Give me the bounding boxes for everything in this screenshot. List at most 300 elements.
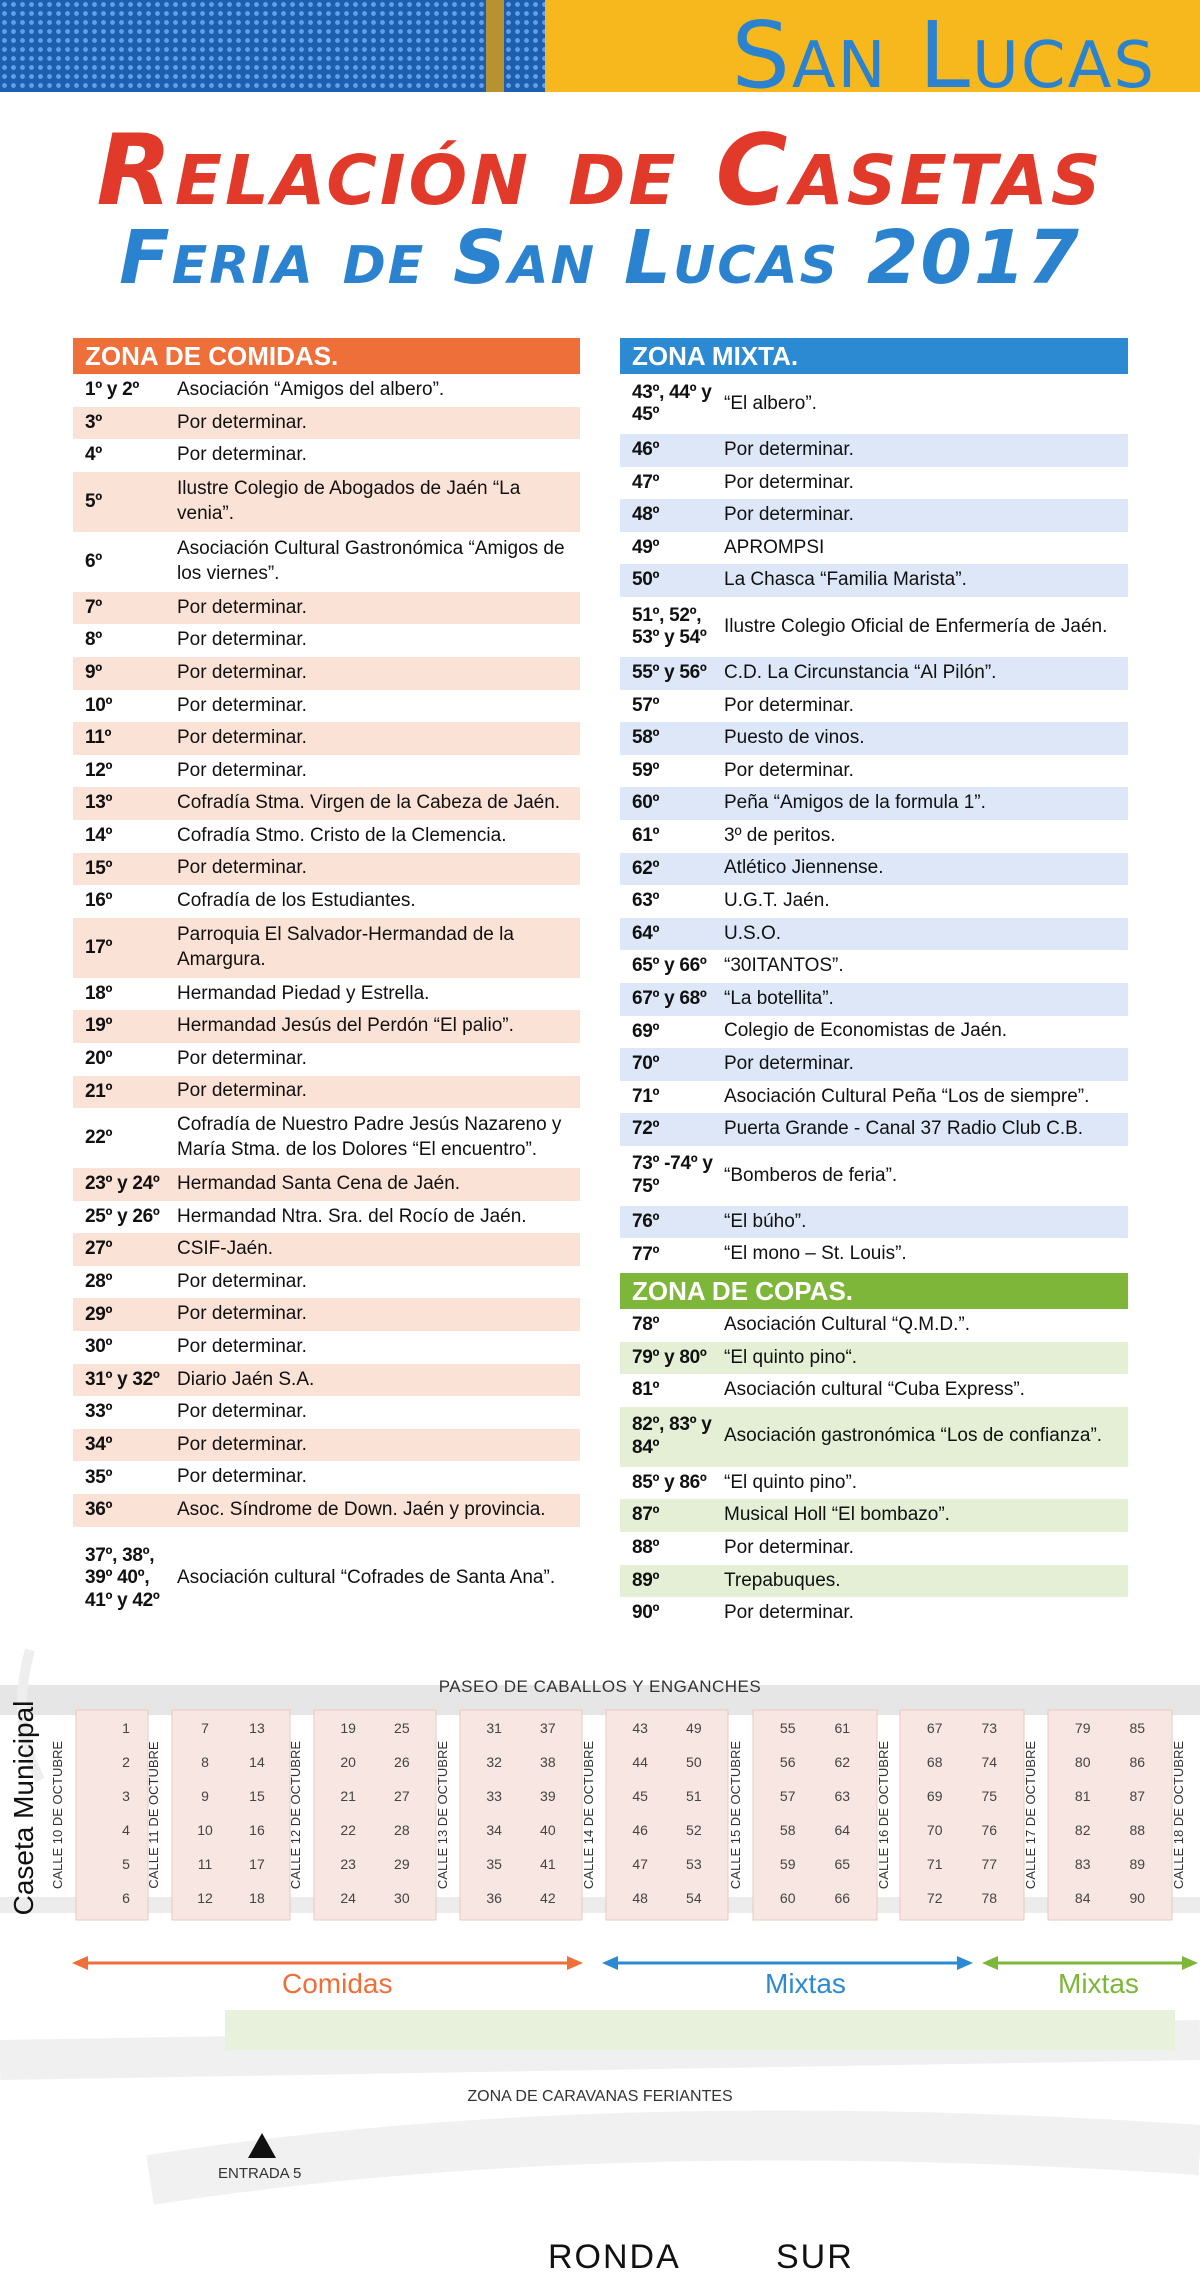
zona-copas — [620, 1273, 1128, 1630]
caseta-number: 48º — [632, 504, 660, 526]
caseta-number: 22º — [85, 1126, 113, 1148]
caseta-number: 90º — [632, 1602, 660, 1624]
caseta-description: “El mono – St. Louis”. — [724, 1243, 907, 1265]
caseta-description: “El quinto pino”. — [724, 1471, 858, 1493]
caseta-number-label: 2 — [122, 1754, 130, 1770]
caseta-number-label: 45 — [632, 1788, 648, 1804]
caseta-row — [73, 690, 580, 723]
caseta-description: “Bomberos de feria”. — [724, 1164, 898, 1186]
caseta-number: 15º — [85, 857, 113, 879]
caseta-number-label: 80 — [1074, 1754, 1091, 1770]
caseta-description: La Chasca “Familia Marista”. — [724, 569, 967, 591]
caseta-description: Por determinar. — [724, 1053, 854, 1075]
caseta-row — [620, 1113, 1128, 1146]
caseta-number: 77º — [632, 1243, 660, 1265]
caseta-row — [620, 950, 1128, 983]
caseta-description: Por determinar. — [177, 1433, 307, 1455]
caseta-number: 1º y 2º — [85, 379, 140, 401]
caseta-description: U.G.T. Jaén. — [724, 890, 830, 912]
caseta-row — [620, 1016, 1128, 1049]
caseta-block — [1048, 1710, 1172, 1920]
caseta-number: 81º — [632, 1379, 660, 1401]
caseta-description: Por determinar. — [724, 438, 854, 460]
caseta-description: Por determinar. — [177, 857, 307, 879]
caseta-number: 69º — [632, 1020, 660, 1042]
caseta-description: Por determinar. — [177, 759, 307, 781]
caseta-description: Puesto de vinos. — [724, 727, 865, 749]
caseta-row — [73, 1076, 580, 1109]
caseta-number-label: 43 — [632, 1720, 648, 1736]
caseta-number: 36º — [85, 1499, 113, 1521]
caseta-description: Por determinar. — [177, 596, 307, 618]
caseta-row — [620, 597, 1128, 657]
caseta-number: 89º — [632, 1569, 660, 1591]
caseta-description: Hermandad Piedad y Estrella. — [177, 982, 430, 1004]
caseta-number: 62º — [632, 857, 660, 879]
caseta-description: U.S.O. — [724, 922, 782, 944]
caseta-number-label: 23 — [340, 1856, 356, 1872]
caseta-number-label: 86 — [1129, 1754, 1146, 1770]
caseta-number-label: 55 — [779, 1720, 796, 1736]
caseta-description: Por determinar. — [177, 1401, 307, 1423]
caseta-row — [73, 439, 580, 472]
caseta-description: Ilustre Colegio Oficial de Enfermería de Jaén. — [724, 615, 1108, 637]
caseta-number: 78º — [632, 1314, 660, 1336]
caseta-description: Asoc. Síndrome de Down. Jaén y provincia. — [177, 1498, 546, 1520]
street-label: CALLE 13 DE OCTUBRE — [435, 1740, 450, 1890]
caseta-number-label: 19 — [340, 1720, 356, 1736]
caseta-number-label: 34 — [486, 1822, 502, 1838]
caseta-number: 49º — [632, 536, 660, 558]
caseta-number-label: 30 — [394, 1890, 410, 1906]
caseta-number: 19º — [85, 1015, 113, 1037]
caseta-number-label: 42 — [540, 1890, 556, 1906]
caseta-row — [73, 1494, 580, 1527]
caseta-row — [620, 1048, 1128, 1081]
zona-copas-list — [620, 1309, 1128, 1630]
caseta-number-label: 61 — [834, 1720, 851, 1736]
caseta-number-label: 75 — [981, 1788, 998, 1804]
caseta-description: Atlético Jiennense. — [724, 857, 884, 879]
caseta-number-label: 84 — [1074, 1890, 1091, 1906]
caseta-number: 85º y 86º — [632, 1471, 707, 1493]
caseta-number-label: 4 — [122, 1822, 130, 1838]
banner-title: San Lucas — [731, 2, 1156, 109]
caseta-number-label: 70 — [926, 1822, 943, 1838]
caseta-number: 51º, 52º, 53º y 54º — [632, 604, 707, 648]
caseta-number-label: 49 — [686, 1720, 702, 1736]
zona-mixta-header: ZONA MIXTA. — [620, 338, 1128, 374]
caseta-block — [76, 1710, 148, 1920]
caseta-row — [620, 853, 1128, 886]
caseta-description: Por determinar. — [177, 444, 307, 466]
caseta-number-label: 90 — [1129, 1890, 1146, 1906]
caseta-number: 25º y 26º — [85, 1205, 160, 1227]
street-label: CALLE 12 DE OCTUBRE — [288, 1740, 303, 1890]
caseta-number-label: 1 — [122, 1720, 130, 1736]
caseta-number: 18º — [85, 982, 113, 1004]
caseta-number-label: 10 — [197, 1822, 213, 1838]
caseta-number-label: 3 — [122, 1788, 130, 1804]
caseta-description: Parroquia El Salvador-Hermandad de la Amargura. — [177, 924, 514, 970]
caseta-number-label: 65 — [834, 1856, 851, 1872]
caseta-block — [753, 1710, 877, 1920]
caseta-number-label: 60 — [779, 1890, 796, 1906]
caseta-number: 88º — [632, 1537, 660, 1559]
caseta-row — [620, 1309, 1128, 1342]
caseta-row — [73, 1108, 580, 1168]
caseta-number-label: 41 — [540, 1856, 556, 1872]
caseta-number: 35º — [85, 1466, 113, 1488]
caseta-row — [620, 690, 1128, 723]
banner-dot-pattern — [0, 0, 545, 92]
caseta-number-label: 25 — [394, 1720, 410, 1736]
caseta-number: 50º — [632, 569, 660, 591]
caseta-number-label: 73 — [981, 1720, 998, 1736]
caseta-row — [620, 1146, 1128, 1206]
caseta-number-label: 54 — [686, 1890, 702, 1906]
caseta-row — [73, 374, 580, 407]
caseta-number: 43º, 44º y 45º — [632, 381, 712, 425]
caseta-row — [73, 978, 580, 1011]
caseta-row — [73, 1364, 580, 1397]
caseta-number: 65º y 66º — [632, 955, 707, 977]
caseta-number: 3º — [85, 411, 102, 433]
caseta-row — [73, 407, 580, 440]
caseta-description: Por determinar. — [177, 1466, 307, 1488]
caseta-row — [620, 1532, 1128, 1565]
caseta-row — [620, 532, 1128, 565]
caseta-number-label: 11 — [197, 1856, 213, 1872]
caseta-number-label: 13 — [249, 1720, 265, 1736]
caseta-block — [314, 1710, 436, 1920]
caseta-description: Por determinar. — [724, 694, 854, 716]
caseta-number-label: 79 — [1074, 1720, 1091, 1736]
caseta-description: Asociación cultural “Cofrades de Santa Ana”. — [177, 1567, 556, 1589]
caseta-number-label: 66 — [834, 1890, 851, 1906]
caseta-number-label: 68 — [926, 1754, 943, 1770]
caseta-number-label: 78 — [981, 1890, 998, 1906]
caseta-row — [73, 532, 580, 592]
caseta-row — [620, 722, 1128, 755]
caseta-description: CSIF-Jaén. — [177, 1238, 274, 1260]
caseta-row — [73, 820, 580, 853]
caseta-number-label: 32 — [486, 1754, 502, 1770]
caseta-number-label: 18 — [249, 1890, 265, 1906]
caseta-description: Asociación cultural “Cuba Express”. — [724, 1379, 1025, 1401]
caseta-number: 34º — [85, 1433, 113, 1455]
caseta-description: Ilustre Colegio de Abogados de Jaén “La venia”. — [177, 478, 521, 524]
entrada-label: ENTRADA 5 — [218, 2165, 302, 2182]
caseta-description: Por determinar. — [177, 661, 307, 683]
street-label: CALLE 14 DE OCTUBRE — [581, 1740, 596, 1890]
caseta-description: Por determinar. — [177, 1303, 307, 1325]
caseta-description: Colegio de Economistas de Jaén. — [724, 1020, 1008, 1042]
caseta-number: 61º — [632, 825, 660, 847]
caseta-description: Por determinar. — [724, 471, 854, 493]
caseta-description: “30ITANTOS”. — [724, 955, 844, 977]
caseta-description: Por determinar. — [177, 411, 307, 433]
caseta-description: Cofradía Stma. Virgen de la Cabeza de Jaén. — [177, 792, 561, 814]
caseta-number-label: 46 — [632, 1822, 648, 1838]
caseta-description: Diario Jaén S.A. — [177, 1368, 315, 1390]
caseta-description: Por determinar. — [724, 1536, 854, 1558]
caseta-number: 16º — [85, 890, 113, 912]
caseta-number-label: 44 — [632, 1754, 648, 1770]
caseta-row — [73, 918, 580, 978]
caseta-row — [73, 853, 580, 886]
caseta-blocks — [76, 1710, 1172, 1920]
caseta-number-label: 28 — [394, 1822, 410, 1838]
caseta-description: Asociación “Amigos del albero”. — [177, 378, 445, 400]
caseta-description: Por determinar. — [177, 1047, 307, 1069]
caseta-number-label: 48 — [632, 1890, 648, 1906]
zona-comidas-list — [73, 374, 580, 1631]
caseta-number-label: 36 — [486, 1890, 502, 1906]
caseta-row — [620, 787, 1128, 820]
caseta-number: 79º y 80º — [632, 1346, 707, 1368]
caseta-description: Por determinar. — [177, 694, 307, 716]
caseta-row — [620, 885, 1128, 918]
caseta-number-label: 7 — [201, 1720, 209, 1736]
caseta-number: 5º — [85, 490, 102, 512]
caseta-row — [73, 1233, 580, 1266]
caseta-row — [73, 1429, 580, 1462]
ronda-label: RONDA — [548, 2238, 681, 2276]
caseta-number: 33º — [85, 1401, 113, 1423]
caseta-number: 12º — [85, 759, 113, 781]
caseta-number-label: 35 — [486, 1856, 502, 1872]
caseta-number-label: 33 — [486, 1788, 502, 1804]
caseta-number-label: 87 — [1129, 1788, 1146, 1804]
caseta-number: 73º -74º y 75º — [632, 1153, 713, 1197]
caseta-number: 17º — [85, 936, 113, 958]
caseta-description: Puerta Grande - Canal 37 Radio Club C.B. — [724, 1118, 1084, 1140]
caseta-row — [620, 1238, 1128, 1271]
caseta-description: “El quinto pino“. — [724, 1346, 858, 1368]
caseta-number-label: 26 — [394, 1754, 410, 1770]
caseta-number-label: 15 — [249, 1788, 265, 1804]
caseta-number-label: 57 — [779, 1788, 796, 1804]
caseta-municipal-label: Caseta Municipal — [8, 1700, 39, 1916]
caseta-number: 64º — [632, 922, 660, 944]
caseta-number: 55º y 56º — [632, 662, 707, 684]
caseta-number: 6º — [85, 550, 102, 572]
caseta-number: 4º — [85, 444, 102, 466]
caseta-description: Por determinar. — [177, 1270, 307, 1292]
caseta-number-label: 85 — [1129, 1720, 1146, 1736]
caseta-description: Asociación Cultural Peña “Los de siempre”. — [724, 1085, 1090, 1107]
caseta-number: 29º — [85, 1303, 113, 1325]
caseta-number-label: 69 — [926, 1788, 943, 1804]
caseta-row — [620, 918, 1128, 951]
caseta-description: “El búho”. — [724, 1210, 807, 1232]
caseta-number: 31º y 32º — [85, 1368, 160, 1390]
caseta-number: 7º — [85, 596, 102, 618]
caseta-description: Asociación Cultural Gastronómica “Amigos de los viernes”. — [177, 538, 565, 584]
caseta-block — [460, 1710, 582, 1920]
caseta-description: Por determinar. — [177, 1080, 307, 1102]
caseta-number: 11º — [85, 727, 112, 749]
caseta-row — [73, 624, 580, 657]
caseta-number: 87º — [632, 1504, 660, 1526]
caseta-row — [620, 983, 1128, 1016]
caseta-number-label: 72 — [926, 1890, 943, 1906]
caravanas-label: ZONA DE CARAVANAS FERIANTES — [467, 2088, 733, 2105]
caseta-number: 20º — [85, 1048, 113, 1069]
caseta-number: 70º — [632, 1053, 660, 1075]
street-label: CALLE 11 DE OCTUBRE — [146, 1741, 161, 1889]
caseta-row — [73, 1201, 580, 1234]
caseta-row — [620, 1206, 1128, 1239]
zona-mixta-list — [620, 374, 1128, 1271]
caseta-number-label: 21 — [340, 1788, 356, 1804]
caseta-description: Por determinar. — [724, 1602, 854, 1624]
sur-label: SUR — [776, 2238, 854, 2276]
caseta-number-label: 31 — [486, 1720, 502, 1736]
caseta-number-label: 64 — [834, 1822, 851, 1838]
caseta-number-label: 63 — [834, 1788, 851, 1804]
caseta-number-label: 77 — [981, 1856, 998, 1872]
caseta-row — [620, 820, 1128, 853]
caseta-number-label: 29 — [394, 1856, 410, 1872]
caseta-number: 21º — [85, 1080, 113, 1102]
caseta-number: 58º — [632, 727, 660, 749]
caseta-row — [73, 1331, 580, 1364]
caseta-row — [73, 755, 580, 788]
caseta-number-label: 76 — [981, 1822, 998, 1838]
caseta-number: 46º — [632, 439, 660, 461]
page-subtitle: Feria de San Lucas 2017 — [119, 215, 1081, 301]
caseta-number-label: 88 — [1129, 1822, 1146, 1838]
caseta-row — [73, 1266, 580, 1299]
caseta-block — [606, 1710, 728, 1920]
caseta-description: Asociación gastronómica “Los de confianza”. — [724, 1425, 1103, 1447]
page-title: Relación de Casetas — [96, 114, 1104, 228]
banner-strip — [486, 0, 504, 92]
caseta-number: 82º, 83º y 84º — [632, 1414, 712, 1458]
caseta-row — [73, 1010, 580, 1043]
caseta-row — [620, 467, 1128, 500]
caseta-row — [73, 1461, 580, 1494]
caseta-number: 67º y 68º — [632, 988, 707, 1009]
caseta-number: 27º — [85, 1238, 113, 1260]
caseta-number-label: 40 — [540, 1822, 556, 1838]
caseta-number-label: 59 — [779, 1856, 796, 1872]
caseta-row — [73, 472, 580, 532]
caseta-row — [620, 1467, 1128, 1500]
caseta-description: Trepabuques. — [724, 1569, 841, 1591]
top-banner — [0, 0, 1200, 109]
caseta-number-label: 12 — [197, 1890, 213, 1906]
caseta-block — [172, 1710, 290, 1920]
caseta-row — [620, 1499, 1128, 1532]
paseo-label: PASEO DE CABALLOS Y ENGANCHES — [438, 1677, 762, 1696]
caseta-row — [73, 787, 580, 820]
caseta-description: Cofradía de los Estudiantes. — [177, 890, 416, 912]
caseta-number-label: 53 — [686, 1856, 702, 1872]
caseta-description: C.D. La Circunstancia “Al Pilón”. — [724, 661, 997, 683]
caseta-number-label: 89 — [1129, 1856, 1146, 1872]
caseta-number-label: 14 — [249, 1754, 265, 1770]
caseta-row — [620, 564, 1128, 597]
caseta-description: Por determinar. — [724, 759, 854, 781]
caseta-number-label: 81 — [1074, 1788, 1091, 1804]
caseta-number: 9º — [85, 662, 102, 684]
street-label: CALLE 18 DE OCTUBRE — [1171, 1740, 1186, 1890]
caseta-description: “La botellita”. — [724, 987, 834, 1009]
caseta-number: 72º — [632, 1118, 660, 1140]
caseta-number-label: 20 — [340, 1754, 356, 1770]
caseta-number: 63º — [632, 890, 660, 912]
caseta-row — [73, 1168, 580, 1201]
street-label: CALLE 17 DE OCTUBRE — [1023, 1740, 1038, 1890]
street-label: CALLE 15 DE OCTUBRE — [728, 1740, 743, 1890]
caseta-number-label: 58 — [779, 1822, 796, 1838]
caseta-number: 14º — [85, 825, 113, 847]
street-label: CALLE 10 DE OCTUBRE — [50, 1740, 65, 1890]
caseta-description: Por determinar. — [177, 727, 307, 749]
caseta-row — [620, 1407, 1128, 1467]
caseta-number: 8º — [85, 629, 102, 651]
caseta-row — [73, 592, 580, 625]
caseta-number-label: 16 — [249, 1822, 265, 1838]
caseta-row — [620, 1374, 1128, 1407]
caseta-number-label: 5 — [122, 1856, 130, 1872]
caseta-number-label: 74 — [981, 1754, 998, 1770]
caseta-number: 57º — [632, 694, 660, 716]
caseta-row — [620, 755, 1128, 788]
caseta-number-label: 71 — [926, 1856, 943, 1872]
caseta-row — [620, 1565, 1128, 1598]
caseta-description: Musical Holl “El bombazo”. — [724, 1504, 950, 1526]
caseta-description: Por determinar. — [177, 629, 307, 651]
caseta-number: 28º — [85, 1270, 113, 1292]
zona-comidas — [73, 338, 580, 1631]
caseta-row — [620, 434, 1128, 467]
caseta-description: Cofradía Stmo. Cristo de la Clemencia. — [177, 824, 507, 846]
caseta-row — [73, 657, 580, 690]
caseta-number: 71º — [632, 1085, 660, 1107]
caseta-number: 59º — [632, 759, 660, 781]
caseta-number-label: 83 — [1074, 1856, 1091, 1872]
caseta-number: 60º — [632, 792, 660, 814]
caseta-number-label: 6 — [122, 1890, 130, 1906]
caseta-row — [73, 1298, 580, 1331]
caseta-description: Hermandad Ntra. Sra. del Rocío de Jaén. — [177, 1205, 527, 1227]
caseta-number: 10º — [85, 694, 113, 716]
caseta-description: Peña “Amigos de la formula 1”. — [724, 792, 986, 814]
zone-label-copas: Mixtas — [1058, 1968, 1139, 1999]
zona-mixta — [620, 338, 1128, 1271]
caseta-description: Por determinar. — [724, 504, 854, 526]
caseta-block — [900, 1710, 1024, 1920]
caseta-number-label: 52 — [686, 1822, 702, 1838]
zone-label-mixtas: Mixtas — [765, 1968, 846, 1999]
caseta-number: 30º — [85, 1336, 113, 1358]
caseta-number-label: 50 — [686, 1754, 702, 1770]
caseta-row — [73, 1043, 580, 1076]
caseta-row — [620, 499, 1128, 532]
caseta-description: “El albero”. — [724, 392, 817, 414]
caseta-number-label: 51 — [686, 1788, 702, 1804]
caseta-row — [620, 1597, 1128, 1630]
zona-comidas-header: ZONA DE COMIDAS. — [73, 338, 580, 374]
caseta-number-label: 37 — [540, 1720, 556, 1736]
caseta-number-label: 39 — [540, 1788, 556, 1804]
caseta-number-label: 38 — [540, 1754, 556, 1770]
caseta-row — [73, 1527, 580, 1631]
